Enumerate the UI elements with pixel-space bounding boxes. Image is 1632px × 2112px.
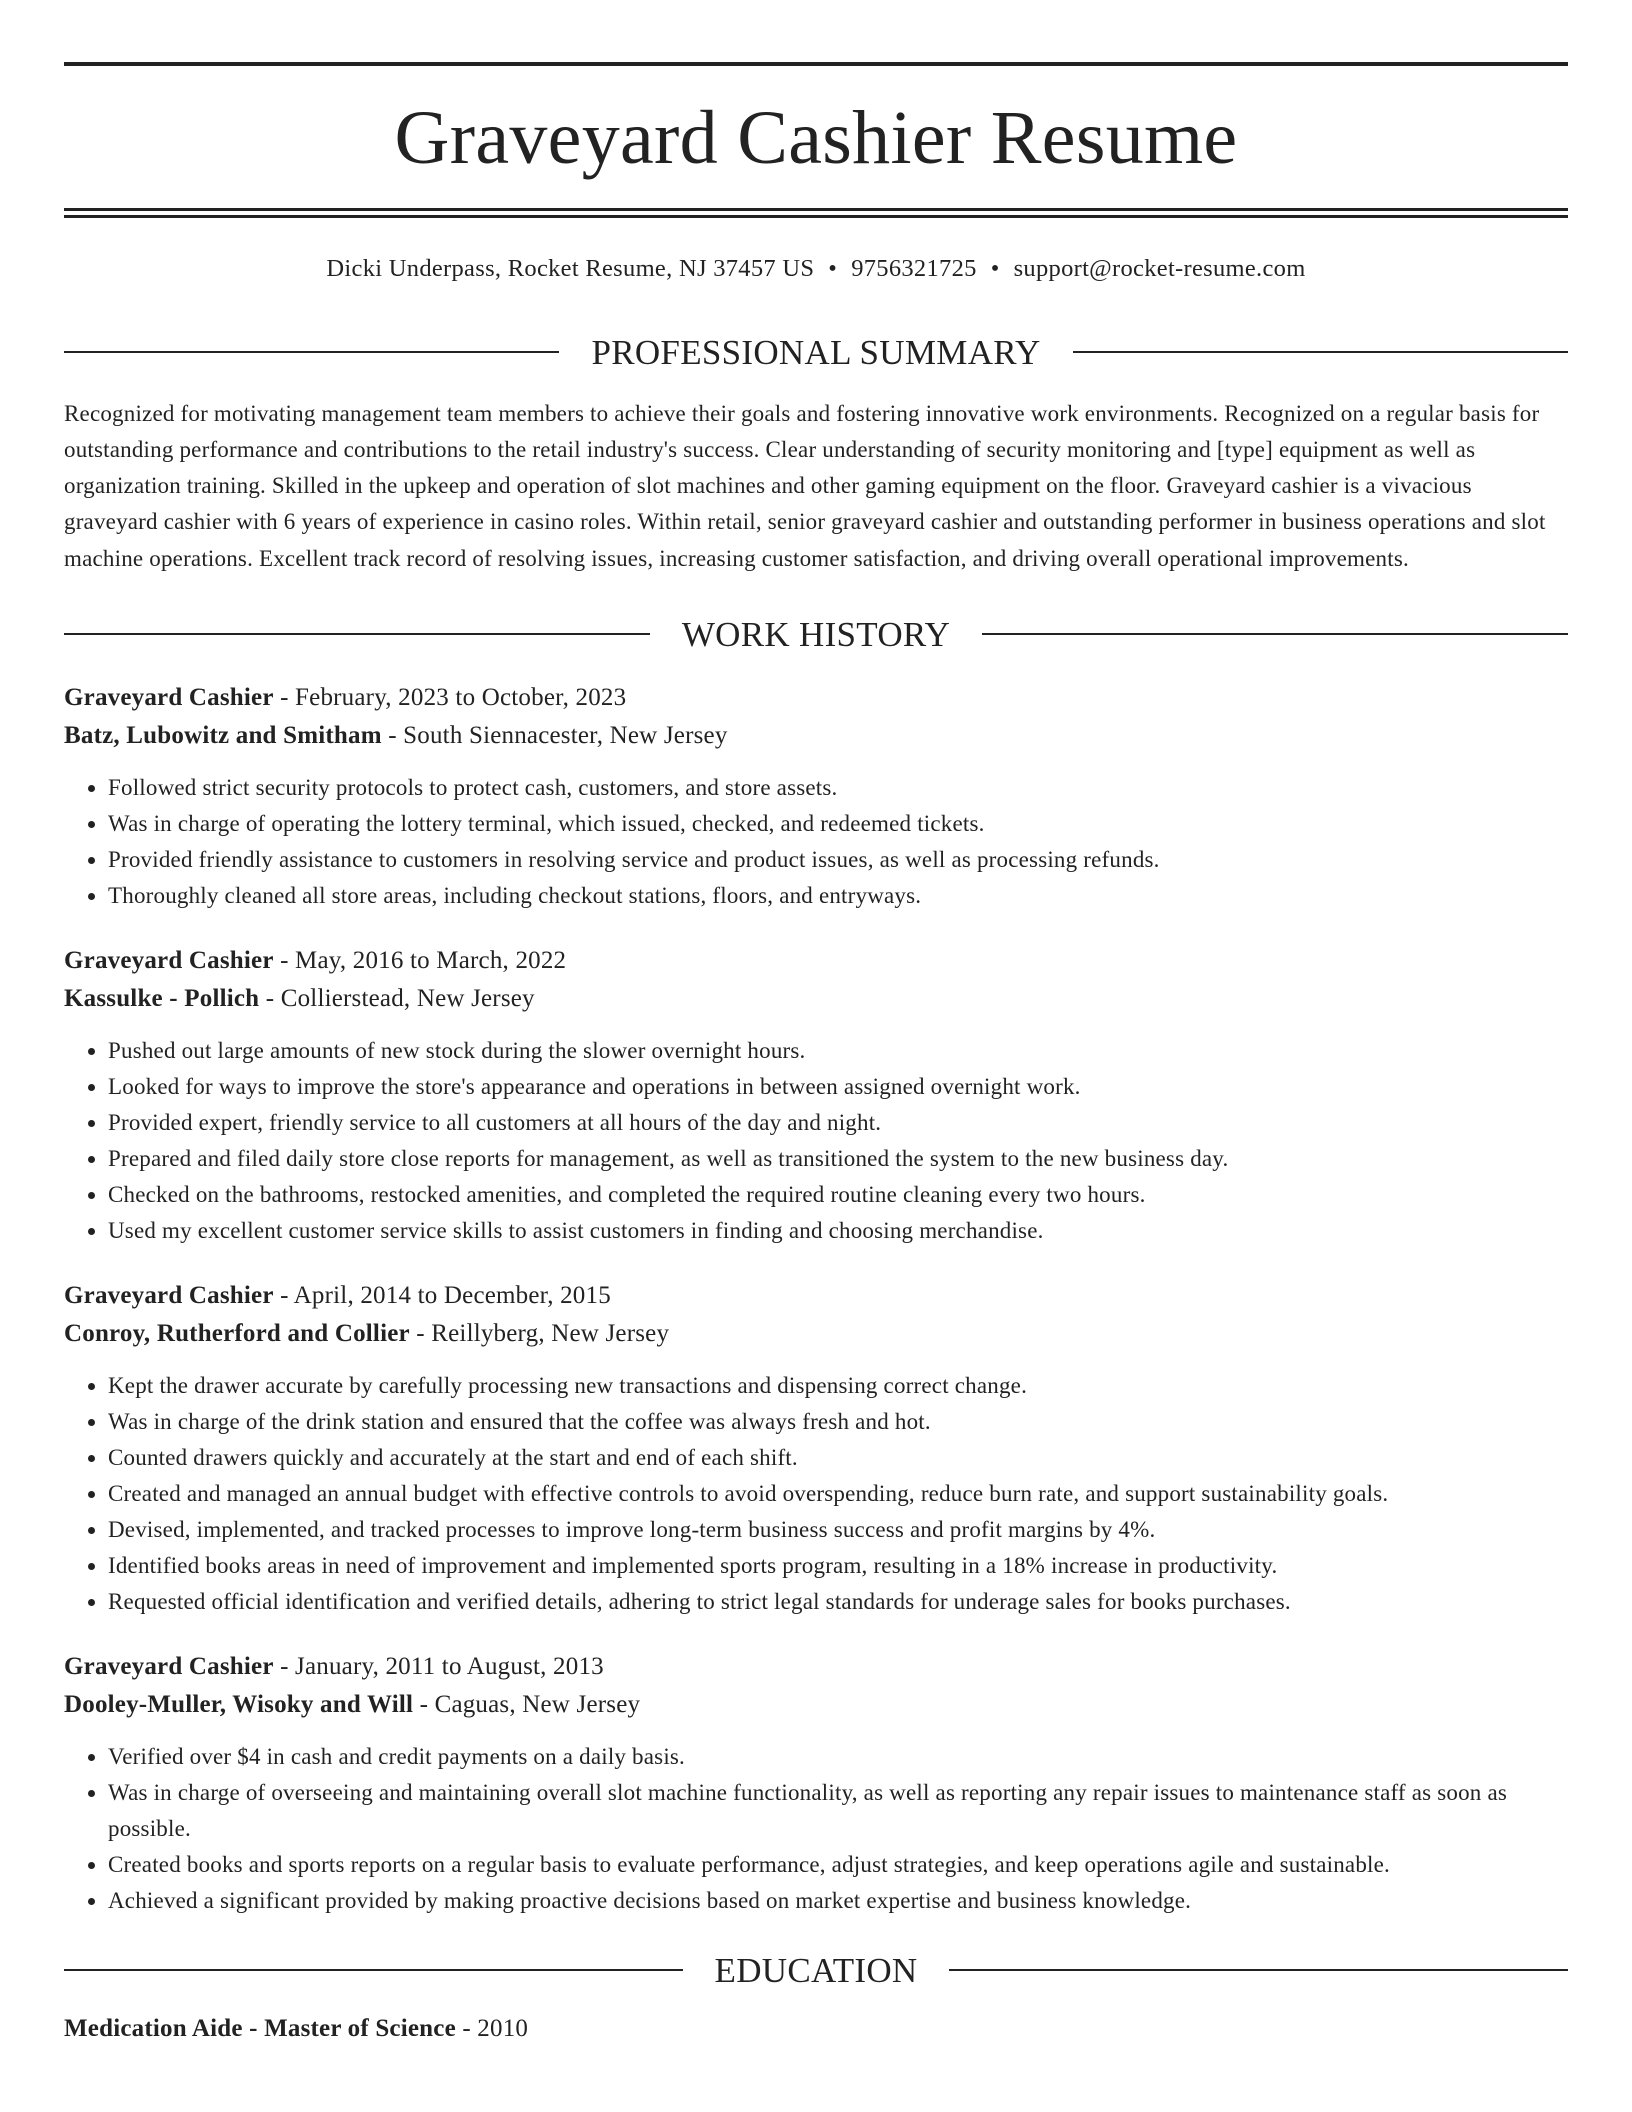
- job-duties-list: [64, 1739, 1568, 1919]
- section-heading-label: WORK HISTORY: [681, 614, 951, 654]
- job-title: Graveyard Cashier: [64, 946, 274, 974]
- section-heading-education: [64, 1950, 1568, 1990]
- heading-rule-right: [982, 633, 1568, 635]
- job-company: Batz, Lubowitz and Smitham: [64, 722, 382, 750]
- job-company: Kassulke - Pollich: [64, 985, 260, 1013]
- job-duties-list: [64, 1033, 1568, 1249]
- contact-address: Dicki Underpass, Rocket Resume, NJ 37457 US: [326, 255, 815, 282]
- job-duties-list: [64, 770, 1568, 914]
- job-title: Graveyard Cashier: [64, 1281, 274, 1309]
- heading-rule-left: [64, 1969, 683, 1971]
- job-company-line: [64, 1686, 1568, 1725]
- heading-rule-left: [64, 633, 650, 635]
- list-item: • Devised, implemented, and tracked processes to improve long-term business success and profit margins by 4%.: [108, 1512, 1568, 1548]
- list-item: • Was in charge of operating the lottery terminal, which issued, checked, and redeemed tickets.: [108, 806, 1568, 842]
- list-item: • Verified over $4 in cash and credit payments on a daily basis.: [108, 1739, 1568, 1775]
- job-title-line: [64, 679, 1568, 718]
- education-year: - 2010: [455, 2014, 529, 2042]
- job-location: - South Siennacester, New Jersey: [381, 722, 728, 750]
- list-item: • Followed strict security protocols to protect cash, customers, and store assets.: [108, 770, 1568, 806]
- list-item: • Created books and sports reports on a regular basis to evaluate performance, adjust strategies, and keep operations agile and sustainable.: [108, 1847, 1568, 1883]
- contact-phone: 9756321725: [851, 255, 977, 282]
- summary-paragraph: Recognized for motivating management team members to achieve their goals and fostering innovative work environments. Recognized on a regular basis for outstanding performance and contributions to the retail industry's success. Clear understanding of security monitoring and [type] equipment as well as organization training. Skilled in the upkeep and operation of slot machines and other gaming equipment on the floor. Graveyard cashier is a vivacious graveyard cashier with 6 years of experience in casino roles. Within retail, senior graveyard cashier and outstanding performer in business operations and slot machine operations. Excellent track record of resolving issues, increasing customer satisfaction, and driving overall operational improvements.: [64, 400, 1546, 571]
- job-title-line: [64, 1648, 1568, 1687]
- job-dates: - May, 2016 to March, 2022: [273, 946, 567, 974]
- heading-rule-left: [64, 351, 559, 353]
- job-entry: [64, 942, 1568, 1249]
- top-rule: [64, 62, 1568, 66]
- job-location: - Collierstead, New Jersey: [259, 985, 535, 1013]
- list-item: • Provided friendly assistance to customers in resolving service and product issues, as well as processing refunds.: [108, 842, 1568, 878]
- job-location: - Caguas, New Jersey: [413, 1691, 641, 1719]
- list-item: • Requested official identification and verified details, adhering to strict legal standards for underage sales for books purchases.: [108, 1584, 1568, 1620]
- list-item: • Prepared and filed daily store close reports for management, as well as transitioned the system to the new business day.: [108, 1141, 1568, 1177]
- job-title-line: [64, 942, 1568, 981]
- job-company-line: [64, 717, 1568, 756]
- section-heading-label: EDUCATION: [714, 1950, 918, 1990]
- job-company-line: [64, 980, 1568, 1019]
- heading-rule-right: [1073, 351, 1568, 353]
- job-title-line: [64, 1277, 1568, 1316]
- job-title: Graveyard Cashier: [64, 683, 274, 711]
- list-item: • Was in charge of the drink station and ensured that the coffee was always fresh and hot.: [108, 1404, 1568, 1440]
- list-item: • Counted drawers quickly and accurately at the start and end of each shift.: [108, 1440, 1568, 1476]
- list-item: • Used my excellent customer service skills to assist customers in finding and choosing merchandise.: [108, 1213, 1568, 1249]
- list-item: • Checked on the bathrooms, restocked amenities, and completed the required routine cleaning every two hours.: [108, 1177, 1568, 1213]
- list-item: • Pushed out large amounts of new stock during the slower overnight hours.: [108, 1033, 1568, 1069]
- contact-separator: •: [828, 255, 838, 282]
- section-heading-summary: [64, 332, 1568, 372]
- list-item: • Was in charge of overseeing and maintaining overall slot machine functionality, as well as reporting any repair issues to maintenance staff as soon as possible.: [108, 1775, 1568, 1847]
- education-entry: [64, 2010, 1568, 2049]
- job-entry: [64, 679, 1568, 914]
- job-company: Dooley-Muller, Wisoky and Will: [64, 1691, 414, 1719]
- job-location: - Reillyberg, New Jersey: [409, 1320, 670, 1348]
- list-item: • Looked for ways to improve the store's appearance and operations in between assigned overnight work.: [108, 1069, 1568, 1105]
- section-heading-label: PROFESSIONAL SUMMARY: [591, 332, 1041, 372]
- list-item: • Created and managed an annual budget with effective controls to avoid overspending, reduce burn rate, and support sustainability goals.: [108, 1476, 1568, 1512]
- list-item: • Identified books areas in need of improvement and implemented sports program, resulting in a 18% increase in productivity.: [108, 1548, 1568, 1584]
- title-double-rule: [64, 208, 1568, 218]
- job-entry: [64, 1648, 1568, 1919]
- job-title: Graveyard Cashier: [64, 1652, 274, 1680]
- job-dates: - January, 2011 to August, 2013: [273, 1652, 604, 1680]
- job-company: Conroy, Rutherford and Collier: [64, 1320, 410, 1348]
- heading-rule-right: [949, 1969, 1568, 1971]
- page-title: Graveyard Cashier Resume: [394, 96, 1238, 180]
- job-duties-list: [64, 1368, 1568, 1620]
- list-item: • Kept the drawer accurate by carefully processing new transactions and dispensing correct change.: [108, 1368, 1568, 1404]
- job-company-line: [64, 1315, 1568, 1354]
- list-item: • Achieved a significant provided by making proactive decisions based on market expertise and business knowledge.: [108, 1883, 1568, 1919]
- contact-email: support@rocket-resume.com: [1013, 255, 1306, 282]
- section-heading-work-history: [64, 614, 1568, 654]
- contact-separator: •: [990, 255, 1000, 282]
- education-degree: Medication Aide - Master of Science: [64, 2014, 456, 2042]
- contact-line: [64, 257, 1568, 282]
- job-entry: [64, 1277, 1568, 1620]
- list-item: • Thoroughly cleaned all store areas, including checkout stations, floors, and entryways.: [108, 878, 1568, 914]
- job-dates: - April, 2014 to December, 2015: [273, 1281, 611, 1309]
- job-dates: - February, 2023 to October, 2023: [273, 683, 627, 711]
- list-item: • Provided expert, friendly service to all customers at all hours of the day and night.: [108, 1105, 1568, 1141]
